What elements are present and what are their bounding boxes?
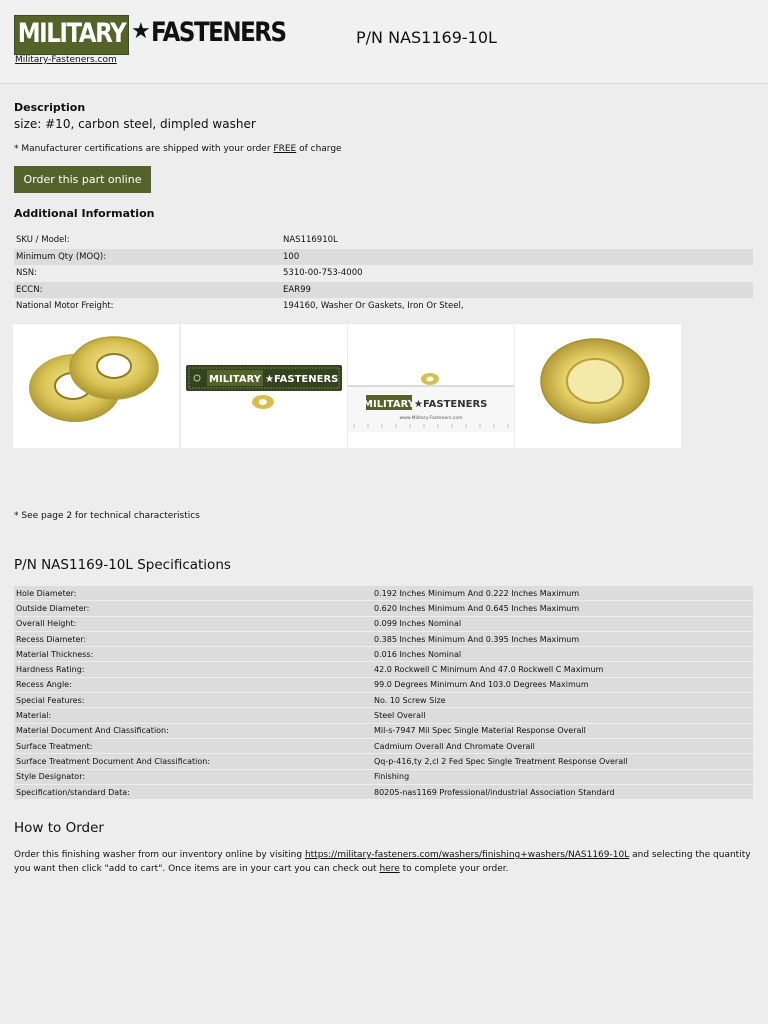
info-value: EAR99 (281, 282, 753, 299)
spec-key: Hardness Rating: (14, 662, 372, 677)
page-header (0, 0, 768, 84)
info-row (14, 298, 753, 315)
spec-value: 0.099 Inches Nominal (372, 616, 753, 631)
spec-value: Cadmium Overall And Chromate Overall (372, 738, 753, 753)
keychain-military-text: MILITARY (209, 374, 261, 385)
logo-military-text: MILITARY (17, 19, 126, 49)
spec-row (14, 647, 753, 662)
checkout-here-link[interactable]: here (379, 864, 400, 874)
spec-value: 0.385 Inches Minimum And 0.395 Inches Maximum (372, 631, 753, 646)
see-page-note: * See page 2 for technical characteristics (14, 511, 200, 521)
spec-value: 0.016 Inches Nominal (372, 647, 753, 662)
ruler-url-text: www.Military-Fasteners.com (399, 416, 463, 421)
spec-key: Hole Diameter: (14, 586, 372, 601)
info-key: NSN: (16, 268, 37, 279)
info-key: SKU / Model: (16, 235, 70, 246)
spec-row (14, 586, 753, 601)
spec-value: 0.620 Inches Minimum And 0.645 Inches Maximum (372, 601, 753, 616)
spec-value: Steel Overall (372, 708, 753, 723)
site-link[interactable]: Military-Fasteners.com (15, 55, 117, 65)
spec-key: Outside Diameter: (14, 601, 372, 616)
product-image-single-washer[interactable] (515, 324, 681, 448)
spec-row (14, 784, 753, 799)
specifications-table (14, 586, 753, 800)
spec-value: 99.0 Degrees Minimum And 103.0 Degrees Maximum (372, 677, 753, 692)
info-row (14, 282, 753, 299)
cert-prefix: * Manufacturer certifications are shipped with your order (14, 144, 274, 154)
product-image-washers[interactable] (13, 324, 179, 448)
product-url-link[interactable]: https://military-fasteners.com/washers/finishing+washers/NAS1169-10L (304, 850, 630, 860)
how-to-order-title: How to Order (14, 820, 104, 836)
spec-value: Mil-s-7947 Mil Spec Single Material Response Overall (372, 723, 753, 738)
spec-key: Recess Diameter: (14, 631, 372, 646)
info-row (14, 265, 753, 282)
free-link[interactable]: FREE (273, 144, 297, 154)
ruler-military-text: MILITARY (363, 399, 415, 410)
spec-row (14, 708, 753, 723)
additional-info-title: Additional Information (14, 207, 155, 220)
info-row (14, 232, 753, 249)
info-key: National Motor Freight: (16, 301, 114, 312)
spec-key: Special Features: (14, 693, 372, 708)
spec-value: 80205-nas1169 Professional/industrial Association Standard (372, 784, 753, 799)
how-to-order-text (14, 848, 754, 876)
spec-key: Material Thickness: (14, 647, 372, 662)
info-row (14, 249, 753, 266)
keychain-fasteners-text: ★FASTENERS (265, 374, 339, 385)
spec-row (14, 677, 753, 692)
logo-fasteners-text: FASTENERS (151, 18, 286, 48)
cert-suffix: of charge (296, 144, 342, 154)
howto-text-c: to complete your order. (399, 864, 509, 874)
spec-row (14, 738, 753, 753)
info-value: NAS116910L (283, 235, 338, 246)
spec-row (14, 723, 753, 738)
order-online-button[interactable]: Order this part online (14, 166, 151, 193)
spec-row (14, 693, 753, 708)
spec-row (14, 601, 753, 616)
description-label: Description (14, 101, 86, 114)
additional-info-table (14, 232, 753, 315)
spec-key: Material: (14, 708, 372, 723)
spec-key: Recess Angle: (14, 677, 372, 692)
ruler-fasteners-text: ★FASTENERS (414, 399, 488, 410)
star-icon: ★ (131, 19, 151, 44)
spec-value: 0.192 Inches Minimum And 0.222 Inches Maximum (372, 586, 753, 601)
specifications-title: P/N NAS1169-10L Specifications (14, 557, 231, 573)
info-value: 5310-00-753-4000 (283, 268, 363, 279)
product-image-ruler[interactable] (348, 324, 514, 448)
info-key: ECCN: (14, 282, 281, 299)
howto-text-b: and selecting the quantity you want then click "add to cart". Once items are in your cart you can check out (14, 850, 751, 874)
certification-note (14, 144, 342, 154)
product-image-keychain[interactable] (181, 324, 347, 448)
spec-row (14, 616, 753, 631)
spec-key: Material Document And Classification: (14, 723, 372, 738)
description-text: size: #10, carbon steel, dimpled washer (14, 117, 256, 131)
spec-row (14, 631, 753, 646)
spec-value: No. 10 Screw Size (372, 693, 753, 708)
spec-key: Overall Height: (14, 616, 372, 631)
spec-key: Surface Treatment: (14, 738, 372, 753)
spec-row (14, 769, 753, 784)
howto-text-a: Order this finishing washer from our inventory online by visiting (14, 850, 305, 860)
spec-value: Qq-p-416,ty 2,cl 2 Fed Spec Single Treatment Response Overall (372, 754, 753, 769)
spec-row (14, 662, 753, 677)
info-value: 194160, Washer Or Gaskets, Iron Or Steel, (283, 301, 464, 312)
info-key: Minimum Qty (MOQ): (14, 249, 281, 266)
spec-value: Finishing (372, 769, 753, 784)
spec-key: Specification/standard Data: (14, 784, 372, 799)
logo-badge (14, 15, 129, 55)
spec-key: Surface Treatment Document And Classification: (14, 754, 372, 769)
page-title: P/N NAS1169-10L (356, 28, 497, 47)
spec-key: Style Designator: (14, 769, 372, 784)
spec-row (14, 754, 753, 769)
spec-value: 42.0 Rockwell C Minimum And 47.0 Rockwell C Maximum (372, 662, 753, 677)
info-value: 100 (281, 249, 753, 266)
